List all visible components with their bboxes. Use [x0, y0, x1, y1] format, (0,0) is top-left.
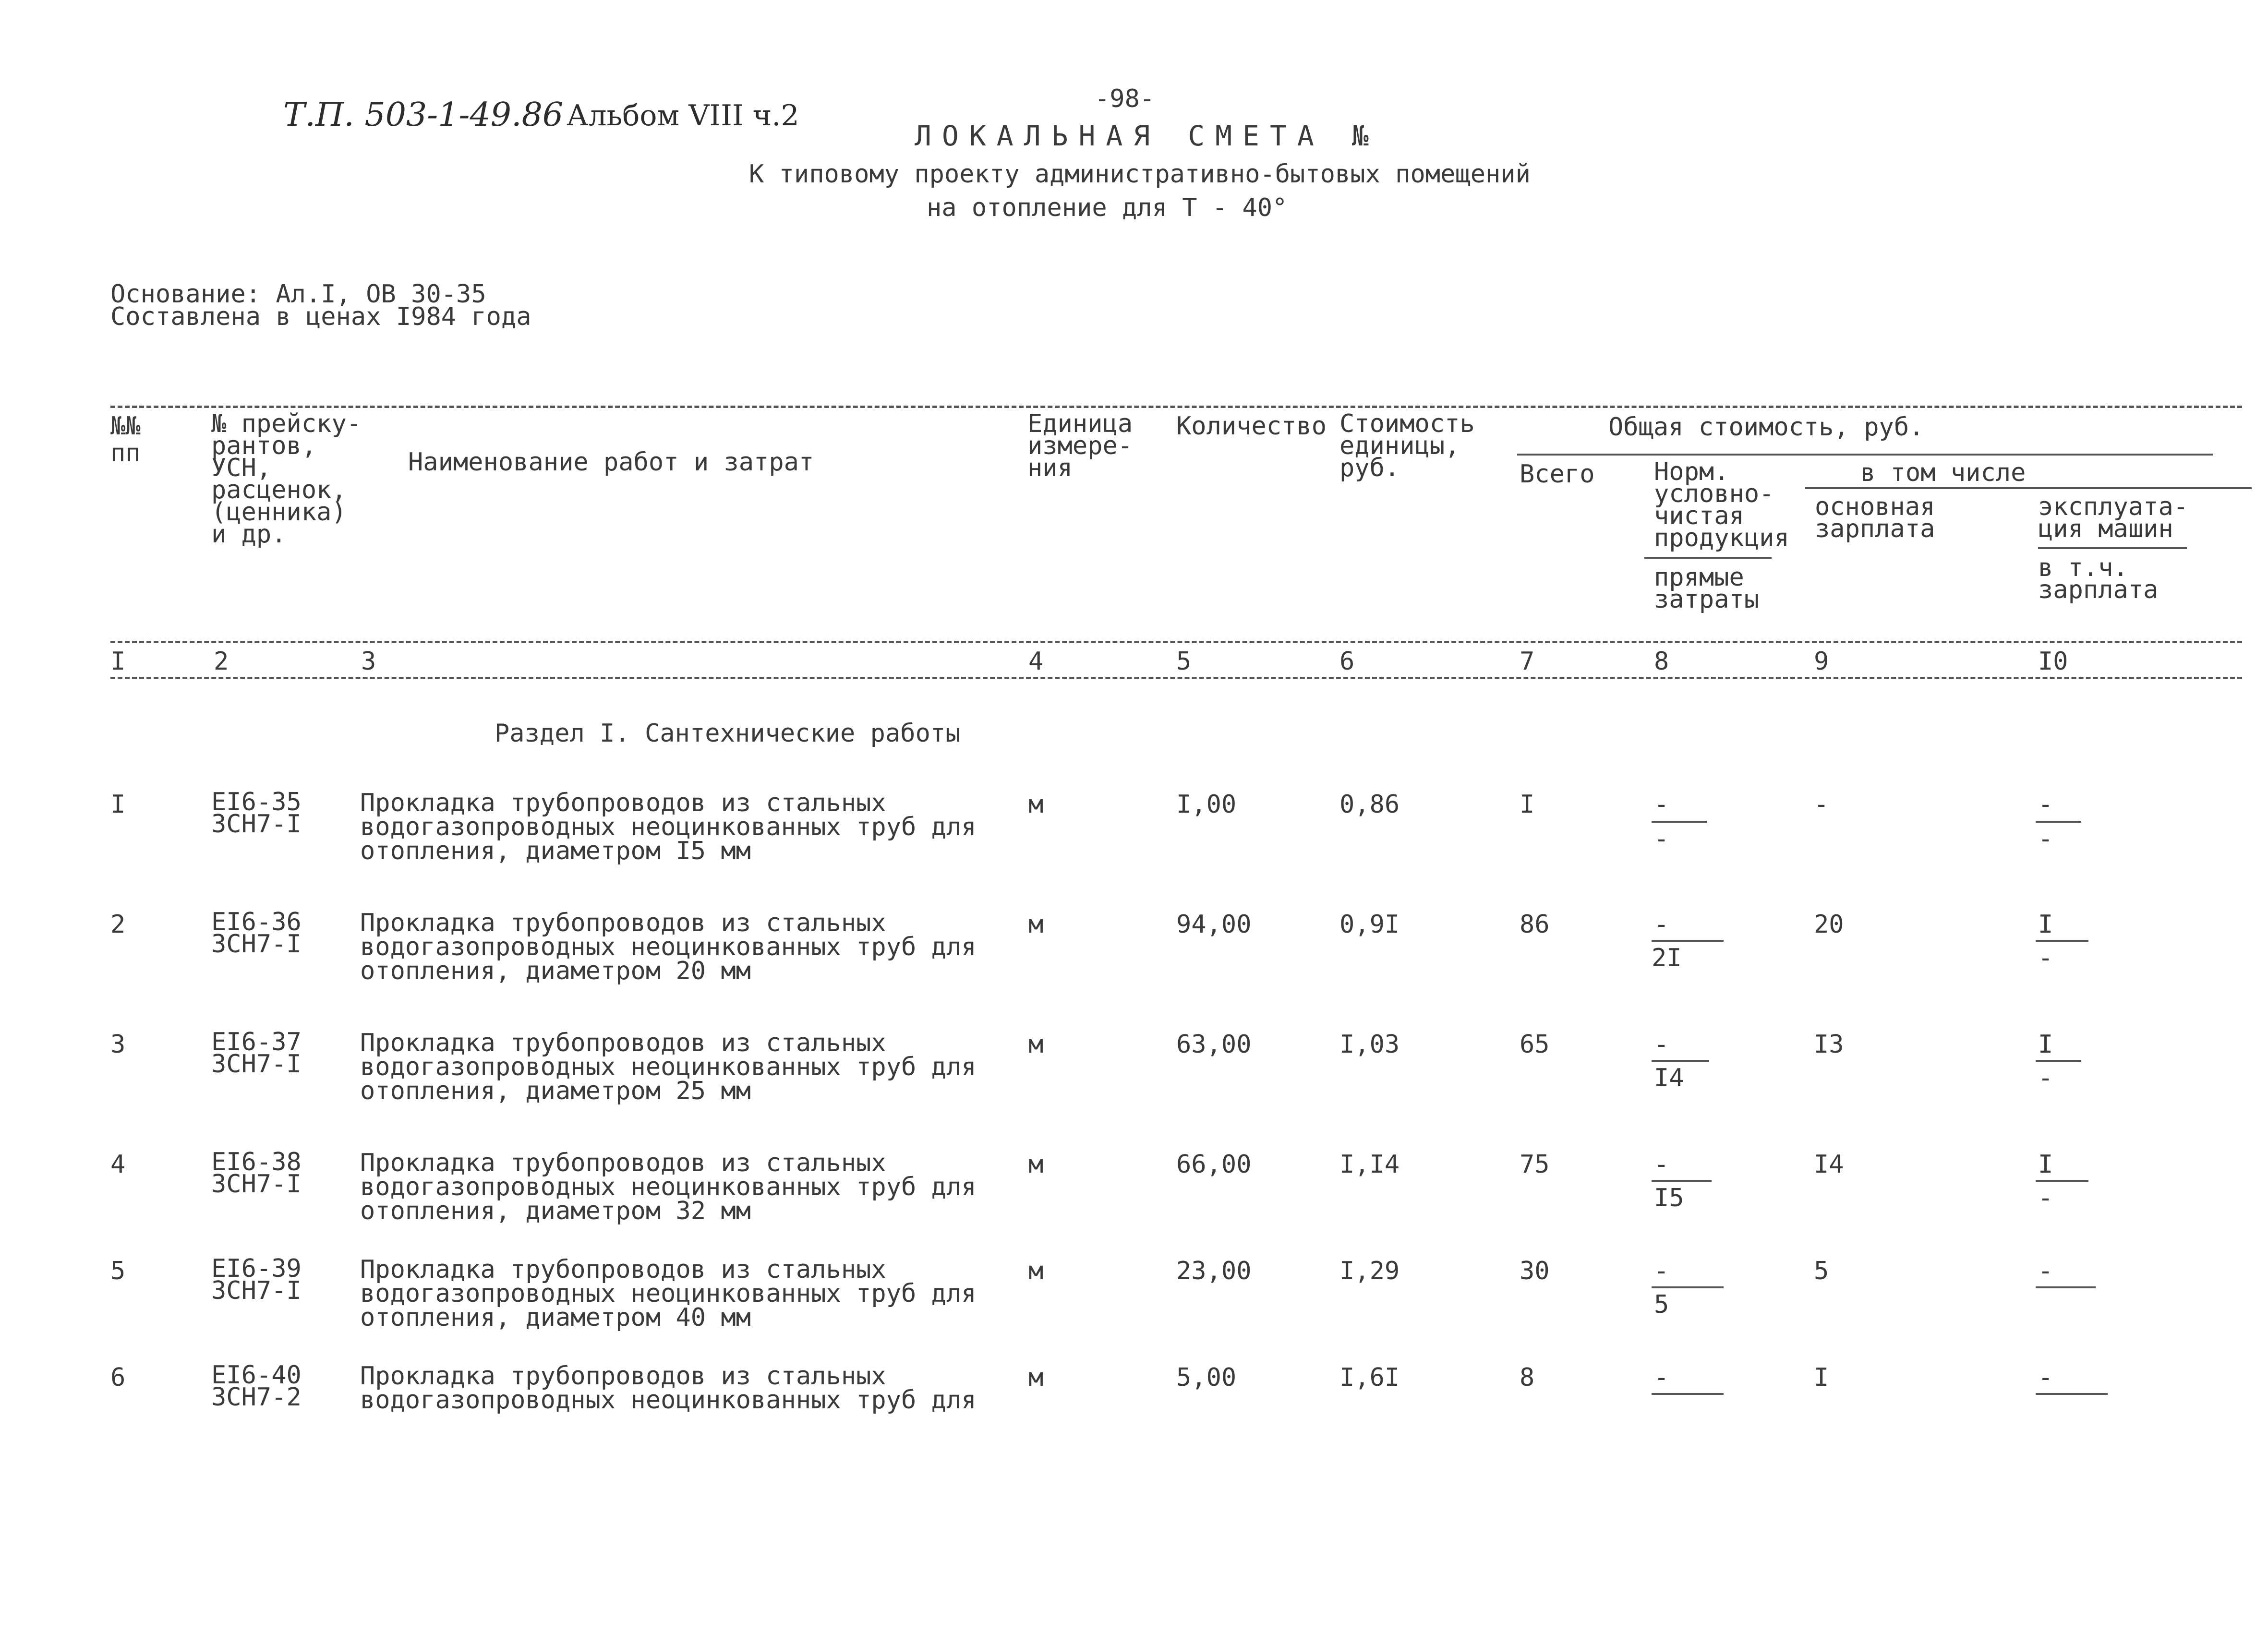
row-direct-costs: 5 — [1654, 1290, 1669, 1319]
row-code: ЕI6-40 ЗСН7-2 — [211, 1361, 302, 1412]
row-number: 5 — [110, 1257, 126, 1285]
basis-line: Основание: Ал.I, ОВ 30-35 — [110, 280, 486, 309]
row-norm-product: - — [1654, 1363, 1669, 1392]
header-unit: Единица измере- ния — [1027, 409, 1133, 482]
row-direct-costs: 2I — [1652, 944, 1682, 972]
row-total: 65 — [1520, 1030, 1550, 1059]
row-name: Прокладка трубопроводов из стальных водогазопроводных неоцинкованных труб для — [360, 1362, 977, 1415]
section-title: Раздел I. Сантехнические работы — [495, 719, 961, 748]
row-fraction-rule — [1652, 1393, 1724, 1395]
header-machines: эксплуата- ция машин — [2038, 492, 2189, 543]
row-unit: м — [1028, 910, 1044, 939]
row-basic-salary: I3 — [1814, 1030, 1844, 1059]
row-fraction-rule — [2036, 1060, 2081, 1062]
row-total: I — [1520, 790, 1535, 819]
row-fraction-rule — [1652, 1180, 1712, 1182]
row-name: Прокладка трубопроводов из стальных водогазопроводных неоцинкованных труб для отопления, диаметром 40 мм — [360, 1255, 977, 1332]
row-norm-product: - — [1654, 1030, 1669, 1059]
row-number: 3 — [110, 1030, 126, 1059]
row-basic-salary: I — [1814, 1363, 1829, 1392]
row-norm-product: - — [1654, 1150, 1669, 1179]
subtitle-line-1: К типовому проекту административно-бытовых помещений — [749, 160, 1531, 189]
row-total: 8 — [1520, 1363, 1535, 1392]
col-number-8: 8 — [1654, 647, 1669, 676]
c8-split-rule — [1644, 557, 1772, 559]
incl-rule — [1805, 487, 2252, 489]
row-direct-costs: I4 — [1654, 1064, 1684, 1092]
page-number: -98- — [1095, 84, 1155, 113]
total-cost-rule — [1517, 454, 2213, 456]
row-fraction-rule — [2036, 940, 2088, 942]
row-unit-cost: 0,86 — [1339, 790, 1400, 819]
row-number: I — [110, 790, 126, 819]
row-machines: - — [2038, 1257, 2053, 1285]
row-unit: м — [1028, 1150, 1044, 1179]
row-quantity: 23,00 — [1176, 1257, 1252, 1285]
row-number: 6 — [110, 1363, 126, 1392]
header-total: Всего — [1520, 460, 1595, 489]
row-machines: - — [2038, 1363, 2053, 1392]
row-fraction-rule — [1652, 1286, 1724, 1288]
header-number: №№ пп — [110, 412, 141, 468]
row-unit: м — [1028, 1257, 1044, 1285]
row-number: 4 — [110, 1150, 126, 1179]
album-stamp: Альбом VIII ч.2 — [567, 99, 799, 132]
row-quantity: 5,00 — [1176, 1363, 1237, 1392]
row-fraction-rule — [2036, 1393, 2108, 1395]
header-work-name: Наименование работ и затрат — [408, 448, 814, 477]
header-top-rule — [110, 406, 2242, 408]
row-basic-salary: I4 — [1814, 1150, 1844, 1179]
row-total: 75 — [1520, 1150, 1550, 1179]
row-machines: I — [2038, 1150, 2053, 1179]
row-code: ЕI6-39 ЗСН7-I — [211, 1254, 302, 1305]
row-fraction-rule — [1652, 940, 1724, 942]
col-number-4: 4 — [1028, 647, 1044, 676]
row-basic-salary: 5 — [1814, 1257, 1829, 1285]
subtitle-line-2: на отопление для Т - 40° — [927, 193, 1288, 222]
c10-split-rule — [2038, 547, 2187, 549]
row-unit: м — [1028, 1030, 1044, 1059]
row-machines: - — [2038, 790, 2053, 819]
row-unit-cost: I,29 — [1339, 1257, 1400, 1285]
row-code: ЕI6-36 ЗСН7-I — [211, 908, 302, 959]
row-quantity: 63,00 — [1176, 1030, 1252, 1059]
row-basic-salary: 20 — [1814, 910, 1844, 939]
row-machine-salary: - — [2038, 944, 2053, 972]
header-unit-cost: Стоимость единицы, руб. — [1339, 409, 1475, 482]
row-code: ЕI6-37 ЗСН7-I — [211, 1028, 302, 1079]
row-machine-salary: - — [2038, 1184, 2053, 1212]
row-code: ЕI6-38 ЗСН7-I — [211, 1148, 302, 1199]
colnum-top-rule — [110, 641, 2242, 643]
document-title: ЛОКАЛЬНАЯ СМЕТА № — [915, 120, 1379, 152]
row-unit-cost: 0,9I — [1339, 910, 1400, 939]
row-machines: I — [2038, 910, 2053, 939]
project-stamp: Т.П. 503-1-49.86 — [283, 96, 564, 134]
row-code: ЕI6-35 ЗСН7-I — [211, 788, 302, 839]
row-unit-cost: I,I4 — [1339, 1150, 1400, 1179]
row-norm-product: - — [1654, 1257, 1669, 1285]
row-machine-salary: - — [2038, 1064, 2053, 1092]
header-norm-product: Норм. условно- чистая продукция — [1654, 457, 1789, 552]
row-total: 86 — [1520, 910, 1550, 939]
col-number-5: 5 — [1176, 647, 1192, 676]
prices-line: Составлена в ценах I984 года — [110, 302, 531, 331]
row-unit: м — [1028, 790, 1044, 819]
row-norm-product: - — [1654, 910, 1669, 939]
col-number-9: 9 — [1814, 647, 1829, 676]
col-number-2: 2 — [214, 647, 229, 676]
row-direct-costs: - — [1654, 825, 1669, 853]
header-direct-costs: прямые затраты — [1654, 563, 1760, 614]
row-fraction-rule — [1652, 1060, 1709, 1062]
row-unit-cost: I,03 — [1339, 1030, 1400, 1059]
row-name: Прокладка трубопроводов из стальных водогазопроводных неоцинкованных труб для отопления, диаметром 20 мм — [360, 909, 977, 985]
row-fraction-rule — [2036, 1286, 2096, 1288]
row-direct-costs: I5 — [1654, 1184, 1684, 1212]
col-number-10: I0 — [2038, 647, 2068, 676]
col-number-6: 6 — [1339, 647, 1355, 676]
row-fraction-rule — [2036, 1180, 2088, 1182]
header-including: в том числе — [1860, 458, 2026, 487]
header-machine-salary: в т.ч. зарплата — [2038, 553, 2159, 604]
row-quantity: 66,00 — [1176, 1150, 1252, 1179]
row-machine-salary: - — [2038, 825, 2053, 853]
row-basic-salary: - — [1814, 790, 1829, 819]
row-fraction-rule — [1652, 821, 1707, 823]
row-unit-cost: I,6I — [1339, 1363, 1400, 1392]
row-machines: I — [2038, 1030, 2053, 1059]
colnum-bottom-rule — [110, 677, 2242, 679]
header-total-cost: Общая стоимость, руб. — [1608, 413, 1924, 442]
row-norm-product: - — [1654, 790, 1669, 819]
row-total: 30 — [1520, 1257, 1550, 1285]
row-name: Прокладка трубопроводов из стальных водогазопроводных неоцинкованных труб для отопления, диаметром I5 мм — [360, 789, 977, 865]
col-number-7: 7 — [1520, 647, 1535, 676]
header-basic-salary: основная зарплата — [1815, 492, 1935, 543]
row-quantity: I,00 — [1176, 790, 1237, 819]
row-unit: м — [1028, 1363, 1044, 1392]
header-pricelist: № прейску- рантов, УСН, расценок, (ценника) и др. — [211, 409, 362, 549]
row-fraction-rule — [2036, 821, 2081, 823]
row-number: 2 — [110, 910, 126, 939]
row-name: Прокладка трубопроводов из стальных водогазопроводных неоцинкованных труб для отопления, диаметром 25 мм — [360, 1029, 977, 1105]
col-number-1: I — [110, 647, 126, 676]
header-quantity: Количество — [1176, 412, 1327, 441]
col-number-3: 3 — [361, 647, 376, 676]
row-quantity: 94,00 — [1176, 910, 1252, 939]
row-name: Прокладка трубопроводов из стальных водогазопроводных неоцинкованных труб для отопления, диаметром 32 мм — [360, 1149, 977, 1225]
